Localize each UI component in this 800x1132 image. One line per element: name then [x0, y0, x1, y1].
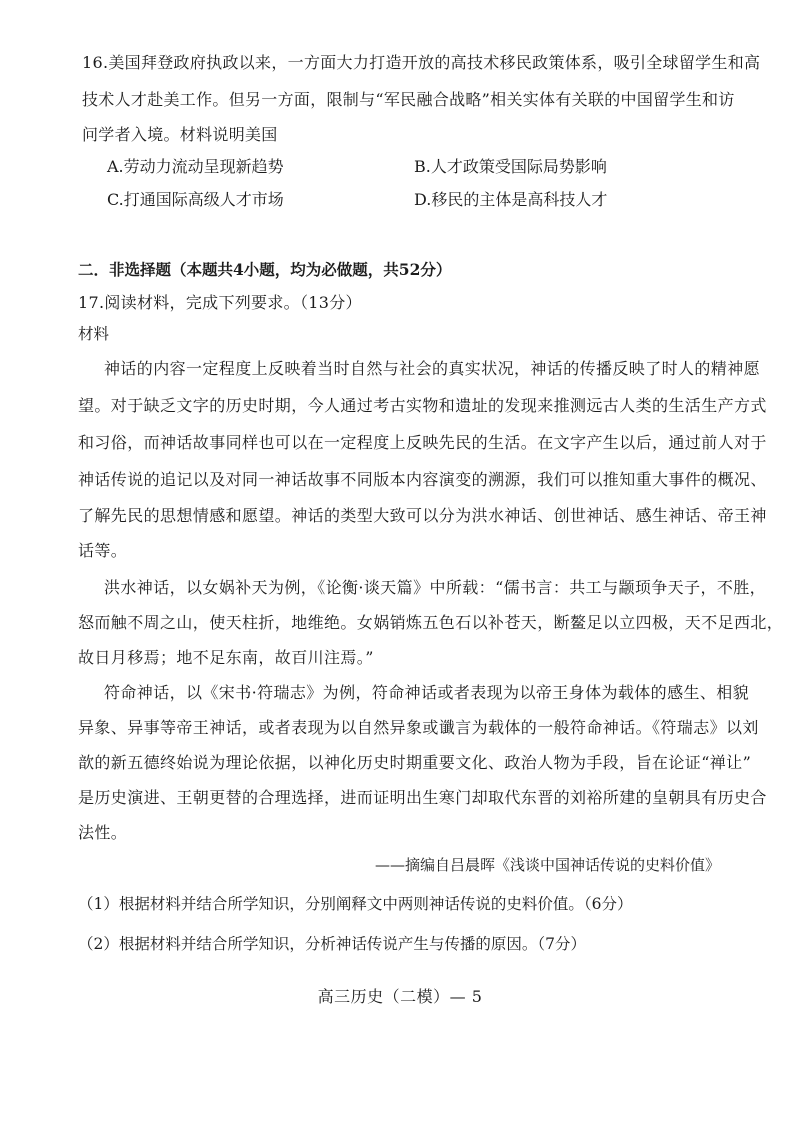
- material-para3-line-5: 法性。: [78, 823, 128, 842]
- material-para1-line-5: 了解先民的思想情感和愿望。神话的类型大致可以分为洪水神话、创世神话、感生神话、帝王神: [78, 506, 767, 525]
- material-para1-line-3: 和习俗，而神话故事同样也可以在一定程度上反映先民的生活。在文字产生以后，通过前人对于: [78, 433, 767, 452]
- q16-stem-line-1: 16.美国拜登政府执政以来，一方面大力打造开放的高技术移民政策体系，吸引全球留学生和高: [82, 53, 761, 72]
- material-para1-line-2: 望。对于缺乏文字的历史时期，今人通过考古实物和遗址的发现来推测远古人类的生活生产方式: [78, 396, 767, 415]
- material-para1-line-1: 神话的内容一定程度上反映着当时自然与社会的真实状况，神话的传播反映了时人的精神愿: [104, 359, 761, 378]
- q16-option-b: B.人才政策受国际局势影响: [414, 157, 607, 176]
- q16-stem-line-2: 技术人才赴美工作。但另一方面，限制与“军民融合战略”相关实体有关联的中国留学生和访: [82, 90, 735, 109]
- material-para3-line-4: 是历史演进、王朝更替的合理选择，进而证明出生寒门却取代东晋的刘裕所建的皇朝具有历史合: [78, 788, 767, 807]
- material-para3-line-3: 歆的新五德终始说为理论依据，以神化历史时期重要文化、政治人物为手段，旨在论证“禅让”: [78, 753, 752, 772]
- material-para2-line-3: 故日月移焉；地不足东南，故百川注焉。”: [78, 648, 374, 667]
- material-para3-line-1: 符命神话，以《宋书·符瑞志》为例，符命神话或者表现为以帝王身体为载体的感生、相貌: [104, 683, 750, 702]
- material-citation: ——摘编自吕晨晖《浅谈中国神话传说的史料价值》: [374, 856, 720, 874]
- material-para1-line-4: 神话传说的追记以及对同一神话故事不同版本内容演变的溯源，我们可以推知重大事件的概况、: [78, 470, 767, 489]
- q16-option-c: C.打通国际高级人才市场: [107, 190, 284, 209]
- material-para3-line-2: 异象、异事等帝王神话，或者表现为以自然异象或谶言为载体的一般符命神话。《符瑞志》以刘: [78, 718, 759, 737]
- q17-subquestion-2: （2）根据材料并结合所学知识，分析神话传说产生与传播的原因。（7分）: [78, 935, 586, 953]
- q16-option-a: A.劳动力流动呈现新趋势: [107, 157, 284, 176]
- section-2-heading: 二．非选择题（本题共4小题，均为必做题，共52分）: [78, 260, 452, 279]
- q16-stem-line-3: 问学者入境。材料说明美国: [82, 125, 278, 144]
- q16-option-d: D.移民的主体是高科技人才: [414, 190, 608, 209]
- page-footer: 高三历史（二模）— 5: [317, 987, 483, 1006]
- material-para1-line-6: 话等。: [78, 541, 128, 560]
- material-para2-line-1: 洪水神话，以女娲补天为例，《论衡·谈天篇》中所载：“儒书言：共工与颛顼争天子，不胜，: [104, 578, 767, 597]
- q17-subquestion-1: （1）根据材料并结合所学知识，分别阐释文中两则神话传说的史料价值。（6分）: [78, 895, 633, 913]
- material-para2-line-2: 怒而触不周之山，使天柱折，地维绝。女娲销炼五色石以补苍天，断鳌足以立四极，天不足西北，: [78, 613, 784, 632]
- material-label: 材料: [78, 325, 110, 343]
- q17-prompt: 17.阅读材料，完成下列要求。（13分）: [78, 293, 362, 312]
